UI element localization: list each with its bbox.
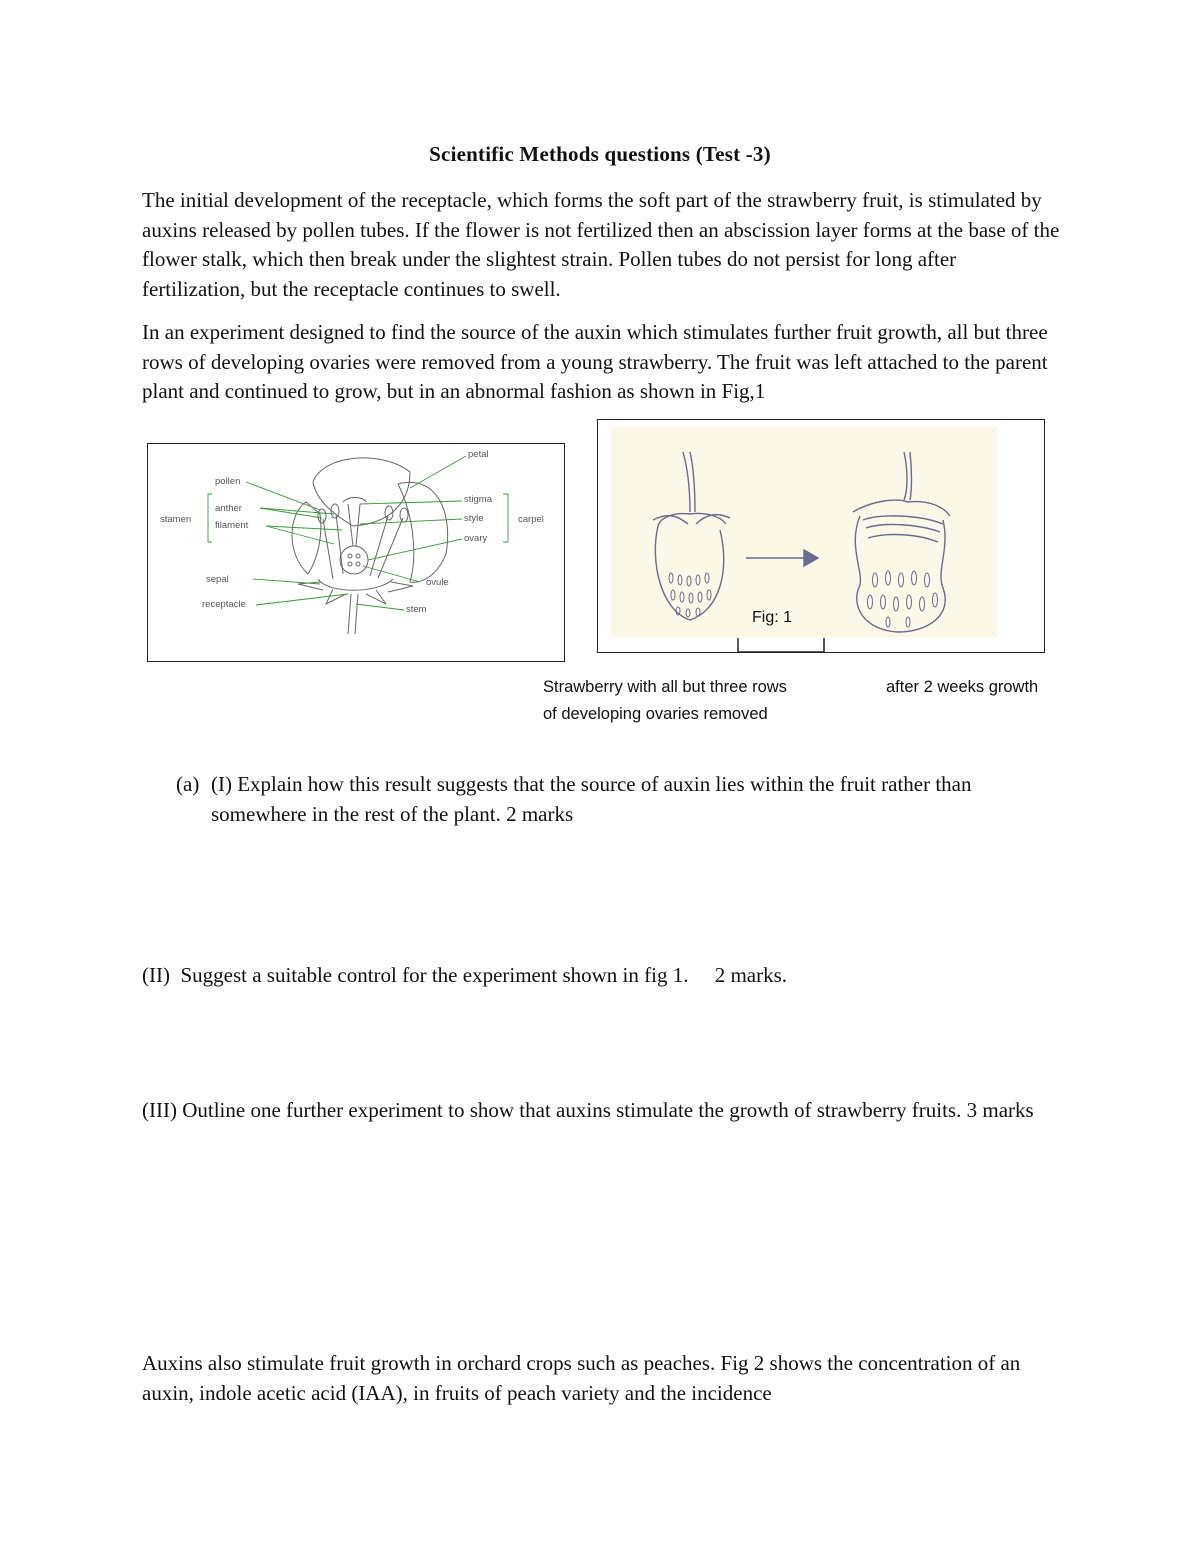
strawberry-figure [597, 419, 1045, 653]
label-ovary: ovary [464, 533, 488, 544]
peach-paragraph: Auxins also stimulate fruit growth in orchard crops such as peaches. Fig 2 shows the concentration of an auxin, indole acetic acid (IAA), in fruits of peach variety and the incidence [142, 1351, 1021, 1405]
label-ovule: ovule [426, 577, 449, 588]
flower-sketch [148, 444, 566, 663]
label-receptacle: receptacle [202, 599, 246, 610]
label-anther: anther [215, 503, 242, 514]
page-title: Scientific Methods questions (Test -3) [429, 142, 771, 166]
strawberry-sketch [598, 420, 1046, 654]
figure-1-caption-left: Strawberry with all but three rows of developing ovaries removed [543, 678, 787, 723]
question-a-i: (I) Explain how this result suggests that the source of auxin lies within the fruit rather than somewhere in the rest of the plant. 2 marks [211, 772, 972, 826]
label-stem: stem [406, 604, 427, 615]
label-filament: filament [215, 520, 249, 531]
question-a-marker: (a) [176, 772, 200, 796]
label-stamen: stamen [160, 514, 192, 525]
question-a-iii: (III) Outline one further experiment to show that auxins stimulate the growth of strawberry fruits. 3 marks [142, 1098, 1034, 1122]
label-style: style [464, 513, 484, 524]
label-sepal: sepal [206, 574, 229, 585]
label-pollen: pollen [215, 476, 241, 487]
experiment-paragraph: In an experiment designed to find the source of the auxin which stimulates further fruit growth, all but three rows of developing ovaries were removed from a young strawberry. The fruit was left attached to the parent plant and continued to grow, but in an abnormal fashion as shown in Fig,1 [142, 320, 1048, 403]
label-stigma: stigma [464, 494, 492, 505]
flower-diagram [147, 443, 565, 662]
figure-1-label: Fig: 1 [752, 609, 793, 626]
label-petal: petal [468, 449, 489, 460]
intro-paragraph: The initial development of the receptacle, which forms the soft part of the strawberry fruit, is stimulated by auxins released by pollen tubes. If the flower is not fertilized then an abscission layer forms at the base of the flower stalk, which then break under the slightest strain. Pollen tubes do not persist for long after fertilization, but the receptacle continues to swell. [142, 188, 1060, 301]
figure-1-caption-right: after 2 weeks growth [886, 678, 1039, 696]
question-a-ii: (II) Suggest a suitable control for the experiment shown in fig 1. 2 marks. [142, 963, 788, 987]
label-carpel: carpel [518, 514, 544, 525]
